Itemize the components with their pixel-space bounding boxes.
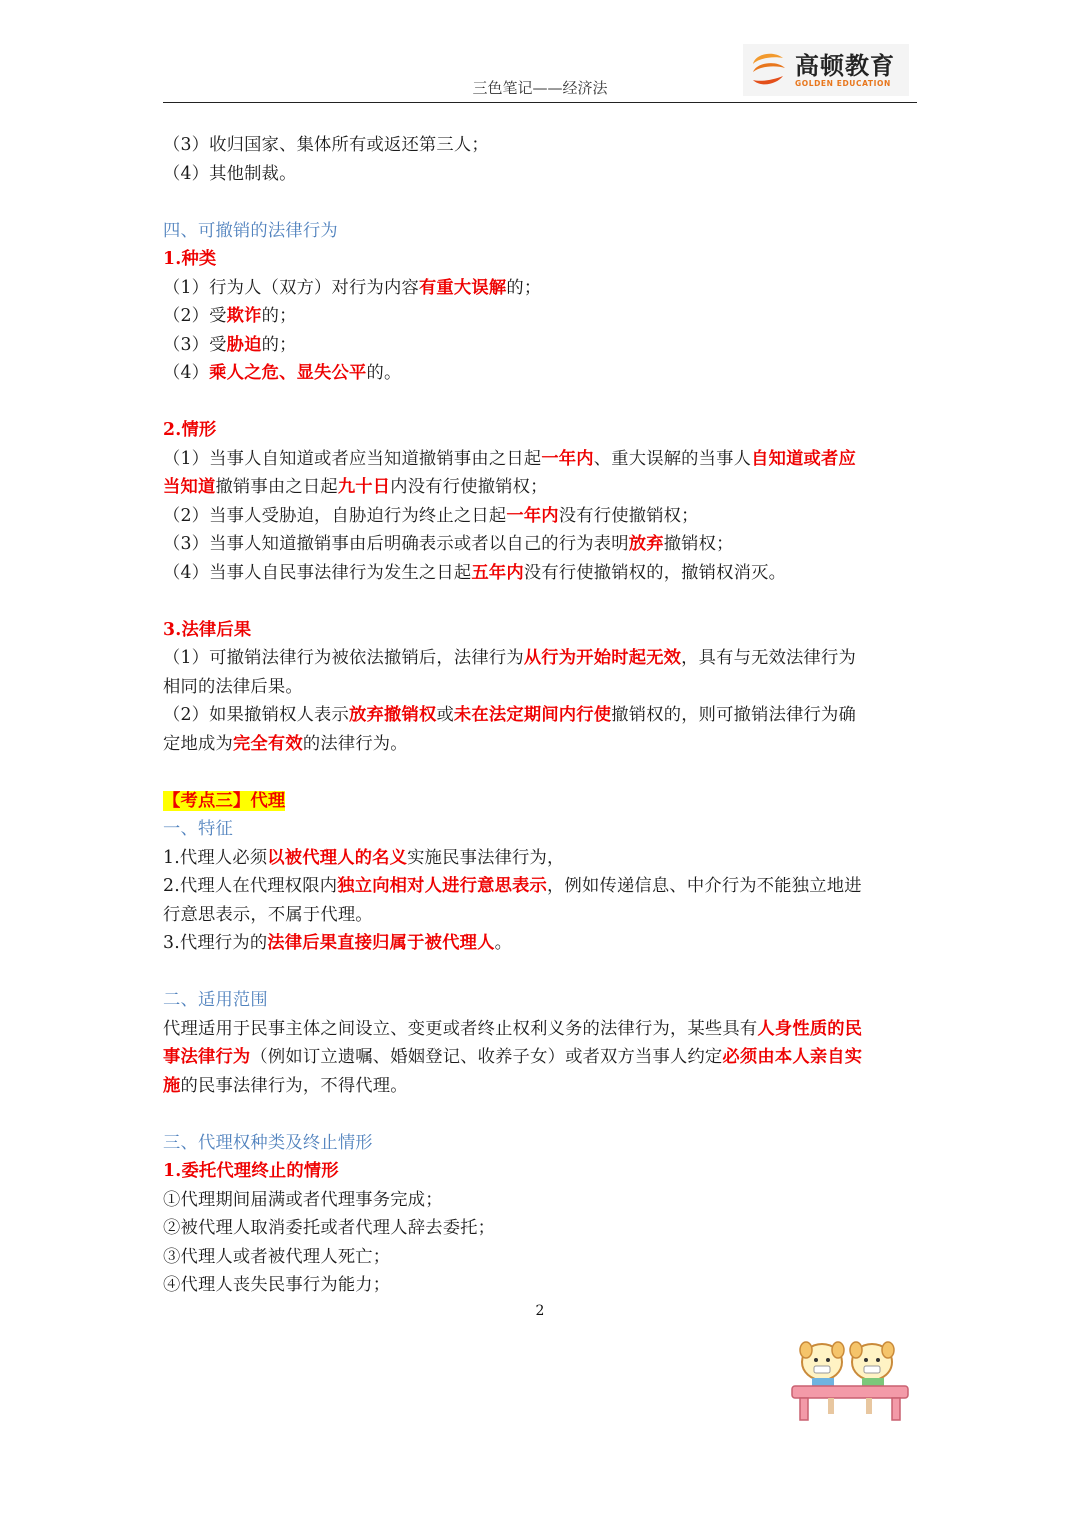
section-heading: 一、特征	[163, 819, 233, 839]
key-point-heading: 【考点三】代理	[163, 790, 286, 811]
list-item: （1）可撤销法律行为被依法撤销后，法律行为从行为开始时起无效，具有与无效法律行为	[163, 648, 856, 668]
paragraph: 施的民事法律行为，不得代理。	[163, 1075, 408, 1096]
list-item: （2）如果撤销权人表示放弃撤销权或未在法定期间内行使撤销权的，则可撤销法律行为确	[163, 705, 857, 725]
section-heading: 四、可撤销的法律行为	[163, 220, 338, 241]
list-item: ③代理人或者被代理人死亡；	[163, 1246, 391, 1267]
list-item: （2）当事人受胁迫，自胁迫行为终止之日起一年内没有行使撤销权；	[163, 505, 699, 526]
paragraph: （3）收归国家、集体所有或返还第三人；	[163, 135, 489, 155]
list-item: ①代理期间届满或者代理事务完成；	[163, 1189, 443, 1210]
mascot-illustration-icon	[788, 1336, 912, 1422]
paragraph: 事法律行为（例如订立遗嘱、婚姻登记、收养子女）或者双方当事人约定必须由本人亲自实	[163, 1047, 863, 1067]
list-item-continued: 定地成为完全有效的法律行为。	[163, 733, 408, 754]
logo-english-text: GOLDEN EDUCATION	[795, 78, 891, 88]
page-header	[163, 44, 917, 103]
list-item: （4）乘人之危、显失公平的。	[163, 363, 402, 383]
logo-chinese-text: 高顿教育	[795, 51, 895, 80]
subsection-heading: 1.种类	[163, 249, 217, 269]
list-item: （3）受胁迫的；	[163, 334, 297, 355]
paragraph: （4）其他制裁。	[163, 163, 297, 184]
paragraph: 代理适用于民事主体之间设立、变更或者终止权利义务的法律行为，某些具有人身性质的民	[163, 1018, 863, 1039]
section-heading: 三、代理权种类及终止情形	[163, 1132, 373, 1153]
list-item: 1.代理人必须以被代理人的名义实施民事法律行为，	[163, 847, 565, 868]
section-heading: 二、适用范围	[163, 990, 268, 1010]
list-item: ④代理人丧失民事行为能力；	[163, 1275, 391, 1295]
list-item: （1）当事人自知道或者应当知道撤销事由之日起一年内、重大误解的当事人自知道或者应	[163, 448, 856, 469]
list-item: （3）当事人知道撤销事由后明确表示或者以自己的行为表明放弃撤销权；	[163, 534, 734, 554]
list-item: （2）受欺诈的；	[163, 306, 297, 326]
list-item: 2.代理人在代理权限内独立向相对人进行意思表示，例如传递信息、中介行为不能独立地进	[163, 876, 862, 896]
page-number: 2	[535, 1303, 545, 1319]
list-item: ②被代理人取消委托或者代理人辞去委托；	[163, 1218, 496, 1238]
list-item-continued: 行意思表示，不属于代理。	[163, 904, 373, 925]
list-item: （1）行为人（双方）对行为内容有重大误解的；	[163, 277, 542, 298]
list-item-continued: 相同的法律后果。	[163, 676, 303, 697]
list-item: （4）当事人自民事法律行为发生之日起五年内没有行使撤销权的，撤销权消灭。	[163, 562, 787, 583]
document-body	[163, 131, 919, 1300]
subsection-heading: 2.情形	[163, 420, 217, 440]
logo-swirl-icon	[747, 48, 791, 92]
list-item: 3.代理行为的法律后果直接归属于被代理人。	[163, 933, 513, 953]
subsection-heading: 3.法律后果	[163, 619, 252, 640]
golden-education-logo	[743, 44, 909, 96]
subsection-heading: 1.委托代理终止的情形	[163, 1161, 339, 1181]
list-item-continued: 当知道撤销事由之日起九十日内没有行使撤销权；	[163, 477, 548, 497]
header-title: 三色笔记——经济法	[472, 79, 608, 97]
